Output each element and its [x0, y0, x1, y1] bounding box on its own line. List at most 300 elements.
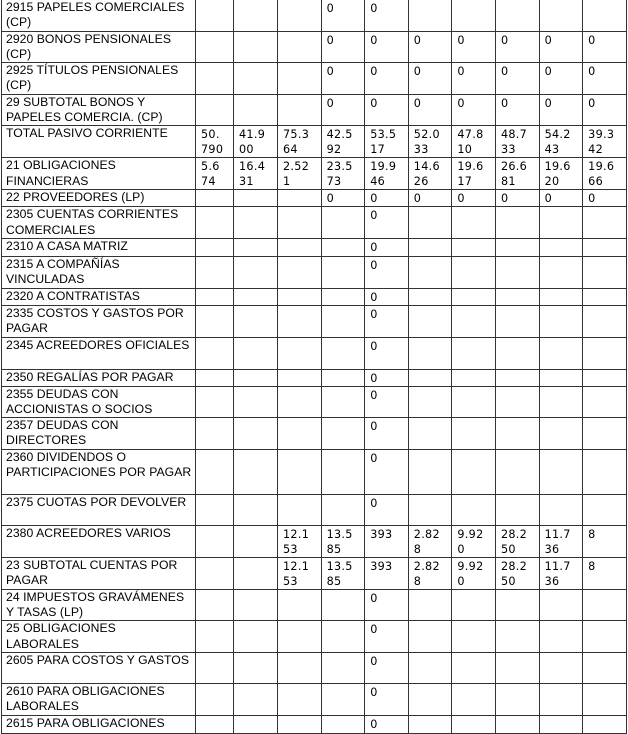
value-cell	[495, 449, 539, 494]
value-cell	[278, 31, 322, 63]
table-row	[2, 557, 627, 589]
value-cell	[196, 589, 234, 621]
value-cell	[234, 207, 278, 239]
value-cell	[321, 589, 365, 621]
value-cell: 393	[365, 557, 409, 589]
value-cell: 0	[452, 63, 496, 95]
value-cell: 9.92 0	[452, 525, 496, 557]
value-cell	[408, 369, 452, 386]
table-row	[2, 256, 627, 288]
value-cell	[452, 0, 496, 31]
table-row	[2, 63, 627, 95]
value-cell: 54.2 43	[539, 126, 583, 158]
value-cell	[408, 494, 452, 525]
value-cell: 0	[495, 190, 539, 207]
value-cell	[278, 256, 322, 288]
value-cell: 0	[365, 621, 409, 653]
value-cell: 39.3 42	[583, 126, 627, 158]
value-cell: 0	[365, 418, 409, 450]
value-cell: 0	[365, 715, 409, 733]
value-cell: 52.0 33	[408, 126, 452, 158]
value-cell: 0	[365, 589, 409, 621]
value-cell	[408, 652, 452, 683]
value-cell	[583, 652, 627, 683]
value-cell	[196, 557, 234, 589]
value-cell	[196, 63, 234, 95]
value-cell	[583, 256, 627, 288]
value-cell	[321, 386, 365, 418]
value-cell: 0	[321, 31, 365, 63]
value-cell	[321, 369, 365, 386]
value-cell	[196, 715, 234, 733]
value-cell	[495, 386, 539, 418]
table-row	[2, 207, 627, 239]
value-cell: 28.2 50	[495, 525, 539, 557]
value-cell	[408, 621, 452, 653]
value-cell	[583, 683, 627, 715]
value-cell	[278, 305, 322, 337]
value-cell: 0	[495, 94, 539, 126]
value-cell: 23.5 73	[321, 158, 365, 190]
value-cell: 0	[365, 288, 409, 305]
table-row	[2, 369, 627, 386]
value-cell	[234, 256, 278, 288]
value-cell: 14.6 26	[408, 158, 452, 190]
value-cell	[583, 207, 627, 239]
value-cell	[539, 337, 583, 369]
value-cell	[539, 288, 583, 305]
table-row	[2, 386, 627, 418]
value-cell: 42.5 92	[321, 126, 365, 158]
value-cell	[408, 386, 452, 418]
table-row	[2, 0, 627, 31]
value-cell: 2.82 8	[408, 525, 452, 557]
value-cell	[278, 386, 322, 418]
row-label: 2355 DEUDAS CON ACCIONISTAS O SOCIOS	[2, 386, 196, 418]
value-cell	[196, 525, 234, 557]
table-row	[2, 715, 627, 733]
value-cell	[495, 652, 539, 683]
value-cell	[278, 0, 322, 31]
value-cell: 2.82 8	[408, 557, 452, 589]
value-cell	[234, 715, 278, 733]
value-cell: 0	[539, 31, 583, 63]
value-cell	[234, 652, 278, 683]
value-cell	[408, 288, 452, 305]
row-label: 2345 ACREEDORES OFICIALES	[2, 337, 196, 369]
value-cell	[583, 715, 627, 733]
row-label: 2360 DIVIDENDOS O PARTICIPACIONES POR PAGAR	[2, 449, 196, 494]
value-cell	[278, 418, 322, 450]
table-row	[2, 158, 627, 190]
value-cell	[452, 494, 496, 525]
value-cell	[196, 369, 234, 386]
value-cell	[321, 337, 365, 369]
table-row	[2, 337, 627, 369]
row-label: 22 PROVEEDORES (LP)	[2, 190, 196, 207]
value-cell	[452, 337, 496, 369]
value-cell	[408, 238, 452, 256]
value-cell	[234, 31, 278, 63]
value-cell	[583, 494, 627, 525]
value-cell: 0	[408, 63, 452, 95]
value-cell	[539, 494, 583, 525]
value-cell	[234, 63, 278, 95]
value-cell	[583, 0, 627, 31]
value-cell: 0	[495, 63, 539, 95]
value-cell	[278, 63, 322, 95]
value-cell	[539, 369, 583, 386]
value-cell: 0	[583, 190, 627, 207]
value-cell	[495, 207, 539, 239]
value-cell	[408, 715, 452, 733]
value-cell	[495, 621, 539, 653]
value-cell: 0	[365, 190, 409, 207]
value-cell	[321, 288, 365, 305]
value-cell	[234, 621, 278, 653]
value-cell	[234, 557, 278, 589]
value-cell: 0	[365, 494, 409, 525]
value-cell: 0	[365, 337, 409, 369]
value-cell	[196, 652, 234, 683]
value-cell: 0	[365, 63, 409, 95]
value-cell	[196, 94, 234, 126]
value-cell	[408, 449, 452, 494]
value-cell	[495, 715, 539, 733]
value-cell	[495, 238, 539, 256]
value-cell	[452, 369, 496, 386]
value-cell: 53.5 17	[365, 126, 409, 158]
value-cell	[539, 589, 583, 621]
value-cell: 0	[365, 369, 409, 386]
value-cell	[495, 418, 539, 450]
row-label: 2335 COSTOS Y GASTOS POR PAGAR	[2, 305, 196, 337]
value-cell: 19.6 17	[452, 158, 496, 190]
row-label: TOTAL PASIVO CORRIENTE	[2, 126, 196, 158]
value-cell: 0	[583, 94, 627, 126]
value-cell	[278, 683, 322, 715]
value-cell	[196, 190, 234, 207]
table-row	[2, 449, 627, 494]
table-row	[2, 305, 627, 337]
table-row	[2, 94, 627, 126]
table-row	[2, 589, 627, 621]
value-cell: 48.7 33	[495, 126, 539, 158]
value-cell	[321, 494, 365, 525]
value-cell	[583, 337, 627, 369]
value-cell	[583, 621, 627, 653]
value-cell	[408, 418, 452, 450]
value-cell	[539, 652, 583, 683]
value-cell	[539, 418, 583, 450]
value-cell	[495, 369, 539, 386]
value-cell	[234, 190, 278, 207]
row-label: 2305 CUENTAS CORRIENTES COMERCIALES	[2, 207, 196, 239]
value-cell	[452, 449, 496, 494]
value-cell	[278, 288, 322, 305]
value-cell	[452, 418, 496, 450]
value-cell: 12.1 53	[278, 525, 322, 557]
value-cell	[196, 418, 234, 450]
value-cell	[234, 238, 278, 256]
value-cell	[321, 683, 365, 715]
value-cell: 8	[583, 557, 627, 589]
value-cell: 19.6 66	[583, 158, 627, 190]
value-cell	[321, 449, 365, 494]
value-cell	[539, 715, 583, 733]
value-cell	[234, 683, 278, 715]
value-cell	[539, 0, 583, 31]
value-cell: 47.8 10	[452, 126, 496, 158]
row-label: 2375 CUOTAS POR DEVOLVER	[2, 494, 196, 525]
value-cell: 0	[321, 190, 365, 207]
value-cell	[234, 449, 278, 494]
value-cell: 0	[321, 94, 365, 126]
value-cell	[278, 190, 322, 207]
table-row	[2, 525, 627, 557]
row-label: 25 OBLIGACIONES LABORALES	[2, 621, 196, 653]
value-cell	[196, 494, 234, 525]
value-cell	[495, 0, 539, 31]
value-cell: 0	[321, 63, 365, 95]
table-body	[2, 0, 627, 733]
value-cell	[583, 288, 627, 305]
value-cell	[452, 683, 496, 715]
value-cell	[234, 369, 278, 386]
value-cell	[495, 337, 539, 369]
value-cell	[196, 386, 234, 418]
table-row	[2, 652, 627, 683]
value-cell	[234, 494, 278, 525]
value-cell	[583, 386, 627, 418]
value-cell: 0	[452, 190, 496, 207]
value-cell	[583, 589, 627, 621]
value-cell: 5.6 74	[196, 158, 234, 190]
value-cell: 50. 790	[196, 126, 234, 158]
value-cell	[452, 715, 496, 733]
value-cell	[278, 238, 322, 256]
value-cell	[196, 288, 234, 305]
row-label: 2915 PAPELES COMERCIALES (CP)	[2, 0, 196, 31]
row-label: 2920 BONOS PENSIONALES (CP)	[2, 31, 196, 63]
value-cell	[495, 256, 539, 288]
value-cell	[495, 288, 539, 305]
value-cell	[539, 621, 583, 653]
value-cell: 0	[365, 31, 409, 63]
value-cell	[234, 525, 278, 557]
value-cell	[408, 256, 452, 288]
value-cell	[539, 683, 583, 715]
value-cell	[321, 715, 365, 733]
value-cell: 11.7 36	[539, 557, 583, 589]
value-cell	[452, 288, 496, 305]
value-cell: 0	[365, 0, 409, 31]
value-cell	[234, 94, 278, 126]
value-cell: 0	[365, 256, 409, 288]
value-cell	[196, 256, 234, 288]
value-cell: 0	[365, 683, 409, 715]
value-cell: 12.1 53	[278, 557, 322, 589]
table-row	[2, 190, 627, 207]
value-cell: 0	[539, 94, 583, 126]
value-cell	[321, 207, 365, 239]
value-cell: 0	[365, 94, 409, 126]
value-cell: 0	[365, 207, 409, 239]
balance-table	[1, 0, 627, 734]
table-row	[2, 31, 627, 63]
value-cell	[583, 449, 627, 494]
table-row	[2, 621, 627, 653]
value-cell	[278, 94, 322, 126]
value-cell	[495, 305, 539, 337]
value-cell	[408, 305, 452, 337]
value-cell: 0	[408, 190, 452, 207]
table-row	[2, 683, 627, 715]
value-cell	[583, 238, 627, 256]
value-cell: 19.9 46	[365, 158, 409, 190]
value-cell: 8	[583, 525, 627, 557]
value-cell	[196, 683, 234, 715]
value-cell	[539, 449, 583, 494]
value-cell	[278, 449, 322, 494]
value-cell	[321, 256, 365, 288]
value-cell	[196, 449, 234, 494]
value-cell: 0	[539, 190, 583, 207]
value-cell	[408, 589, 452, 621]
value-cell	[495, 589, 539, 621]
value-cell	[234, 288, 278, 305]
row-label: 2605 PARA COSTOS Y GASTOS	[2, 652, 196, 683]
value-cell	[278, 715, 322, 733]
row-label: 2310 A CASA MATRIZ	[2, 238, 196, 256]
value-cell	[196, 238, 234, 256]
row-label: 21 OBLIGACIONES FINANCIERAS	[2, 158, 196, 190]
value-cell	[539, 256, 583, 288]
value-cell: 0	[583, 31, 627, 63]
value-cell	[452, 256, 496, 288]
value-cell	[234, 305, 278, 337]
value-cell	[539, 238, 583, 256]
value-cell	[321, 621, 365, 653]
value-cell: 0	[539, 63, 583, 95]
value-cell: 28.2 50	[495, 557, 539, 589]
value-cell	[408, 683, 452, 715]
value-cell: 0	[365, 238, 409, 256]
value-cell: 2.52 1	[278, 158, 322, 190]
value-cell	[539, 305, 583, 337]
value-cell	[452, 305, 496, 337]
value-cell: 0	[452, 94, 496, 126]
value-cell	[452, 207, 496, 239]
value-cell: 9.92 0	[452, 557, 496, 589]
value-cell	[196, 31, 234, 63]
value-cell	[278, 652, 322, 683]
value-cell	[452, 386, 496, 418]
value-cell	[539, 207, 583, 239]
value-cell: 11.7 36	[539, 525, 583, 557]
value-cell	[278, 207, 322, 239]
value-cell	[196, 0, 234, 31]
value-cell: 0	[452, 31, 496, 63]
value-cell	[278, 494, 322, 525]
value-cell	[196, 621, 234, 653]
table-row	[2, 494, 627, 525]
value-cell: 75.3 64	[278, 126, 322, 158]
value-cell	[583, 369, 627, 386]
value-cell	[408, 207, 452, 239]
value-cell: 0	[495, 31, 539, 63]
row-label: 29 SUBTOTAL BONOS Y PAPELES COMERCIA. (CP)	[2, 94, 196, 126]
value-cell	[495, 494, 539, 525]
value-cell: 0	[408, 94, 452, 126]
value-cell: 13.5 85	[321, 557, 365, 589]
value-cell	[495, 683, 539, 715]
table-row	[2, 126, 627, 158]
value-cell: 19.6 20	[539, 158, 583, 190]
row-label: 2315 A COMPAÑÍAS VINCULADAS	[2, 256, 196, 288]
value-cell	[278, 589, 322, 621]
value-cell: 13.5 85	[321, 525, 365, 557]
value-cell	[321, 238, 365, 256]
table-row	[2, 288, 627, 305]
value-cell: 16.4 31	[234, 158, 278, 190]
value-cell	[196, 207, 234, 239]
value-cell	[234, 0, 278, 31]
value-cell	[452, 589, 496, 621]
value-cell	[234, 386, 278, 418]
table-row	[2, 418, 627, 450]
value-cell	[278, 369, 322, 386]
value-cell	[321, 652, 365, 683]
value-cell	[196, 305, 234, 337]
value-cell: 0	[365, 305, 409, 337]
row-label: 2615 PARA OBLIGACIONES	[2, 715, 196, 733]
value-cell	[234, 589, 278, 621]
value-cell	[408, 337, 452, 369]
value-cell	[234, 337, 278, 369]
row-label: 2357 DEUDAS CON DIRECTORES	[2, 418, 196, 450]
value-cell	[583, 305, 627, 337]
row-label: 2925 TÍTULOS PENSIONALES (CP)	[2, 63, 196, 95]
value-cell: 0	[408, 31, 452, 63]
value-cell: 393	[365, 525, 409, 557]
row-label: 24 IMPUESTOS GRAVÁMENES Y TASAS (LP)	[2, 589, 196, 621]
value-cell	[452, 652, 496, 683]
value-cell: 0	[321, 0, 365, 31]
value-cell: 0	[365, 386, 409, 418]
row-label: 2320 A CONTRATISTAS	[2, 288, 196, 305]
table-row	[2, 238, 627, 256]
value-cell: 26.6 81	[495, 158, 539, 190]
value-cell	[278, 621, 322, 653]
value-cell	[408, 0, 452, 31]
row-label: 2610 PARA OBLIGACIONES LABORALES	[2, 683, 196, 715]
row-label: 2380 ACREEDORES VARIOS	[2, 525, 196, 557]
value-cell	[278, 337, 322, 369]
value-cell	[452, 238, 496, 256]
value-cell: 0	[583, 63, 627, 95]
value-cell: 0	[365, 652, 409, 683]
value-cell: 41.9 00	[234, 126, 278, 158]
row-label: 2350 REGALÍAS POR PAGAR	[2, 369, 196, 386]
value-cell: 0	[365, 449, 409, 494]
value-cell	[452, 621, 496, 653]
value-cell	[234, 418, 278, 450]
value-cell	[321, 305, 365, 337]
value-cell	[196, 337, 234, 369]
value-cell	[539, 386, 583, 418]
row-label: 23 SUBTOTAL CUENTAS POR PAGAR	[2, 557, 196, 589]
